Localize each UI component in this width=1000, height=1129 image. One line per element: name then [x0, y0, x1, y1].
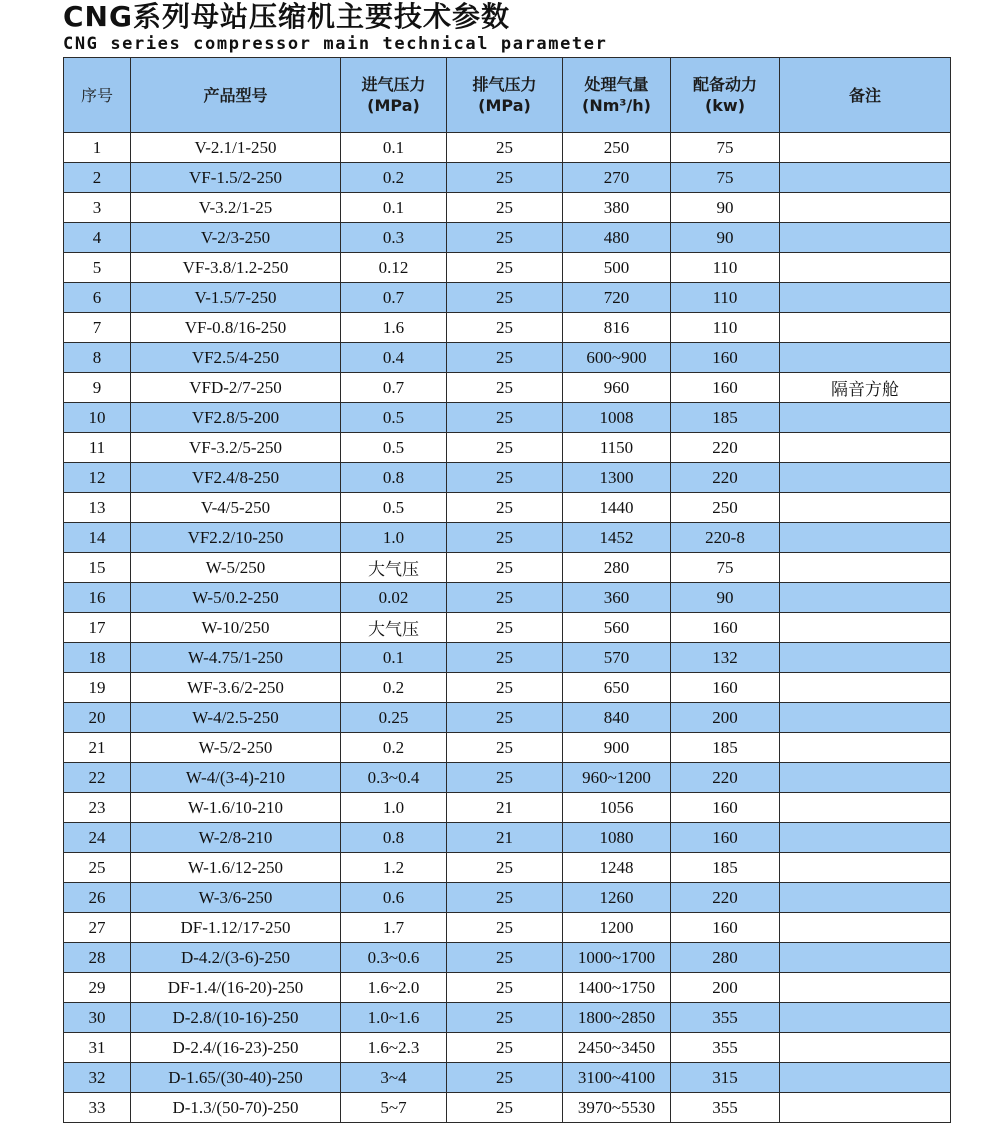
cell-flow: 720 — [563, 283, 671, 313]
cell-inlet-pressure: 0.3~0.4 — [341, 763, 447, 793]
cell-flow: 650 — [563, 673, 671, 703]
cell-remark — [780, 193, 951, 223]
cell-model: VF2.8/5-200 — [131, 403, 341, 433]
cell-flow: 1300 — [563, 463, 671, 493]
cell-inlet-pressure: 0.1 — [341, 133, 447, 163]
cell-no: 11 — [64, 433, 131, 463]
cell-remark — [780, 643, 951, 673]
cell-inlet-pressure: 0.2 — [341, 733, 447, 763]
cell-outlet-pressure: 25 — [447, 313, 563, 343]
table-row — [64, 343, 951, 373]
cell-model: W-5/250 — [131, 553, 341, 583]
cell-power: 185 — [671, 733, 780, 763]
cell-no: 3 — [64, 193, 131, 223]
cell-model: W-3/6-250 — [131, 883, 341, 913]
cell-flow: 1260 — [563, 883, 671, 913]
cell-outlet-pressure: 25 — [447, 733, 563, 763]
cell-no: 5 — [64, 253, 131, 283]
table-row — [64, 793, 951, 823]
table-row — [64, 763, 951, 793]
cell-remark — [780, 313, 951, 343]
cell-outlet-pressure: 25 — [447, 133, 563, 163]
cell-power: 160 — [671, 823, 780, 853]
table-row — [64, 1063, 951, 1093]
cell-remark — [780, 733, 951, 763]
header-power-unit: (kw) — [704, 96, 746, 115]
cell-power: 220-8 — [671, 523, 780, 553]
table-row — [64, 943, 951, 973]
header-inlet-pressure — [341, 58, 447, 133]
cell-remark — [780, 853, 951, 883]
cell-remark — [780, 493, 951, 523]
table-row — [64, 133, 951, 163]
cell-power: 90 — [671, 583, 780, 613]
cell-outlet-pressure: 25 — [447, 403, 563, 433]
cell-inlet-pressure: 1.0 — [341, 523, 447, 553]
cell-remark — [780, 223, 951, 253]
table-row — [64, 163, 951, 193]
cell-power: 160 — [671, 673, 780, 703]
cell-inlet-pressure: 0.1 — [341, 193, 447, 223]
cell-inlet-pressure: 1.0~1.6 — [341, 1003, 447, 1033]
cell-remark — [780, 673, 951, 703]
cell-inlet-pressure: 0.3~0.6 — [341, 943, 447, 973]
cell-power: 220 — [671, 463, 780, 493]
cell-power: 355 — [671, 1093, 780, 1123]
cell-model: W-4/(3-4)-210 — [131, 763, 341, 793]
cell-remark — [780, 613, 951, 643]
cell-no: 21 — [64, 733, 131, 763]
cell-outlet-pressure: 25 — [447, 283, 563, 313]
cell-outlet-pressure: 25 — [447, 973, 563, 1003]
cell-outlet-pressure: 25 — [447, 913, 563, 943]
cell-outlet-pressure: 25 — [447, 643, 563, 673]
header-flow-unit: (Nm³/h) — [582, 96, 651, 115]
cell-flow: 600~900 — [563, 343, 671, 373]
cell-model: V-1.5/7-250 — [131, 283, 341, 313]
cell-model: VF-3.2/5-250 — [131, 433, 341, 463]
cell-outlet-pressure: 25 — [447, 1093, 563, 1123]
cell-flow: 1000~1700 — [563, 943, 671, 973]
cell-power: 90 — [671, 193, 780, 223]
table-row — [64, 583, 951, 613]
cell-remark — [780, 763, 951, 793]
cell-inlet-pressure: 0.3 — [341, 223, 447, 253]
table-row — [64, 223, 951, 253]
cell-model: D-2.4/(16-23)-250 — [131, 1033, 341, 1063]
cell-inlet-pressure: 0.5 — [341, 493, 447, 523]
cell-flow: 1800~2850 — [563, 1003, 671, 1033]
cell-inlet-pressure: 0.5 — [341, 403, 447, 433]
table-row — [64, 1033, 951, 1063]
cell-model: V-3.2/1-25 — [131, 193, 341, 223]
cell-no: 31 — [64, 1033, 131, 1063]
cell-flow: 380 — [563, 193, 671, 223]
cell-power: 200 — [671, 703, 780, 733]
cell-flow: 960~1200 — [563, 763, 671, 793]
cell-no: 9 — [64, 373, 131, 403]
table-row — [64, 553, 951, 583]
cell-power: 160 — [671, 343, 780, 373]
cell-power: 160 — [671, 793, 780, 823]
cell-no: 22 — [64, 763, 131, 793]
cell-remark — [780, 163, 951, 193]
cell-model: VF2.5/4-250 — [131, 343, 341, 373]
cell-inlet-pressure: 0.25 — [341, 703, 447, 733]
cell-power: 75 — [671, 163, 780, 193]
table-body — [64, 133, 951, 1123]
cell-remark — [780, 913, 951, 943]
table-row — [64, 973, 951, 1003]
cell-outlet-pressure: 25 — [447, 163, 563, 193]
cell-power: 160 — [671, 373, 780, 403]
header-power — [671, 58, 780, 133]
cell-model: W-1.6/10-210 — [131, 793, 341, 823]
cell-model: VF-3.8/1.2-250 — [131, 253, 341, 283]
cell-inlet-pressure: 1.6~2.3 — [341, 1033, 447, 1063]
cell-no: 6 — [64, 283, 131, 313]
table-row — [64, 463, 951, 493]
cell-no: 32 — [64, 1063, 131, 1093]
cell-outlet-pressure: 25 — [447, 253, 563, 283]
table-row — [64, 433, 951, 463]
cell-inlet-pressure: 0.02 — [341, 583, 447, 613]
cell-outlet-pressure: 21 — [447, 793, 563, 823]
cell-flow: 280 — [563, 553, 671, 583]
cell-model: VF2.4/8-250 — [131, 463, 341, 493]
cell-outlet-pressure: 25 — [447, 1033, 563, 1063]
cell-inlet-pressure: 0.8 — [341, 463, 447, 493]
cell-flow: 1248 — [563, 853, 671, 883]
cell-model: VF-1.5/2-250 — [131, 163, 341, 193]
cell-remark — [780, 583, 951, 613]
cell-flow: 500 — [563, 253, 671, 283]
cell-outlet-pressure: 25 — [447, 943, 563, 973]
header-inlet-pressure-label: 进气压力 — [361, 75, 426, 94]
cell-power: 185 — [671, 853, 780, 883]
header-outlet-pressure-label: 排气压力 — [472, 75, 537, 94]
table-row — [64, 613, 951, 643]
cell-flow: 360 — [563, 583, 671, 613]
cell-model: D-1.65/(30-40)-250 — [131, 1063, 341, 1093]
table-row — [64, 733, 951, 763]
header-power-label: 配备动力 — [692, 75, 757, 94]
table-row — [64, 193, 951, 223]
cell-power: 75 — [671, 133, 780, 163]
cell-power: 200 — [671, 973, 780, 1003]
cell-inlet-pressure: 0.4 — [341, 343, 447, 373]
cell-outlet-pressure: 25 — [447, 343, 563, 373]
cell-model: DF-1.12/17-250 — [131, 913, 341, 943]
cell-model: DF-1.4/(16-20)-250 — [131, 973, 341, 1003]
cell-model: VFD-2/7-250 — [131, 373, 341, 403]
cell-model: D-1.3/(50-70)-250 — [131, 1093, 341, 1123]
cell-model: W-1.6/12-250 — [131, 853, 341, 883]
cell-outlet-pressure: 25 — [447, 703, 563, 733]
cell-remark — [780, 883, 951, 913]
cell-outlet-pressure: 25 — [447, 433, 563, 463]
cell-remark — [780, 253, 951, 283]
table-row — [64, 403, 951, 433]
cell-inlet-pressure: 0.1 — [341, 643, 447, 673]
cell-power: 110 — [671, 283, 780, 313]
cell-inlet-pressure: 0.2 — [341, 163, 447, 193]
cell-remark — [780, 973, 951, 1003]
cell-inlet-pressure: 0.7 — [341, 283, 447, 313]
cell-flow: 250 — [563, 133, 671, 163]
cell-no: 24 — [64, 823, 131, 853]
cell-flow: 1440 — [563, 493, 671, 523]
cell-power: 280 — [671, 943, 780, 973]
cell-remark — [780, 793, 951, 823]
table-row — [64, 283, 951, 313]
cell-remark — [780, 283, 951, 313]
table-row — [64, 253, 951, 283]
cell-flow: 1080 — [563, 823, 671, 853]
cell-outlet-pressure: 25 — [447, 493, 563, 523]
cell-outlet-pressure: 25 — [447, 553, 563, 583]
cell-outlet-pressure: 25 — [447, 613, 563, 643]
header-remark: 备注 — [780, 58, 951, 133]
cell-flow: 2450~3450 — [563, 1033, 671, 1063]
cell-model: W-10/250 — [131, 613, 341, 643]
cell-no: 16 — [64, 583, 131, 613]
cell-inlet-pressure: 大气压 — [341, 613, 447, 643]
cell-remark — [780, 403, 951, 433]
cell-outlet-pressure: 25 — [447, 673, 563, 703]
cell-no: 7 — [64, 313, 131, 343]
cell-outlet-pressure: 25 — [447, 463, 563, 493]
cell-inlet-pressure: 0.6 — [341, 883, 447, 913]
table-row — [64, 523, 951, 553]
cell-model: W-5/0.2-250 — [131, 583, 341, 613]
cell-no: 17 — [64, 613, 131, 643]
cell-power: 75 — [671, 553, 780, 583]
cell-no: 14 — [64, 523, 131, 553]
header-outlet-pressure — [447, 58, 563, 133]
cell-model: V-2.1/1-250 — [131, 133, 341, 163]
header-flow — [563, 58, 671, 133]
cell-inlet-pressure: 0.12 — [341, 253, 447, 283]
cell-flow: 1056 — [563, 793, 671, 823]
cell-no: 33 — [64, 1093, 131, 1123]
cell-outlet-pressure: 25 — [447, 373, 563, 403]
cell-no: 28 — [64, 943, 131, 973]
cell-inlet-pressure: 0.8 — [341, 823, 447, 853]
cell-flow: 816 — [563, 313, 671, 343]
cell-flow: 900 — [563, 733, 671, 763]
cell-no: 25 — [64, 853, 131, 883]
cell-outlet-pressure: 25 — [447, 193, 563, 223]
cell-no: 26 — [64, 883, 131, 913]
table-row — [64, 313, 951, 343]
cell-model: V-4/5-250 — [131, 493, 341, 523]
header-inlet-pressure-unit: (MPa) — [367, 96, 420, 115]
cell-remark — [780, 553, 951, 583]
cell-remark — [780, 1003, 951, 1033]
table-row — [64, 883, 951, 913]
cell-no: 1 — [64, 133, 131, 163]
cell-inlet-pressure: 1.0 — [341, 793, 447, 823]
cell-flow: 840 — [563, 703, 671, 733]
cell-no: 18 — [64, 643, 131, 673]
cell-no: 2 — [64, 163, 131, 193]
cell-flow: 960 — [563, 373, 671, 403]
cell-model: W-5/2-250 — [131, 733, 341, 763]
cell-power: 160 — [671, 913, 780, 943]
cell-remark — [780, 1033, 951, 1063]
header-flow-label: 处理气量 — [584, 75, 649, 94]
header-model: 产品型号 — [131, 58, 341, 133]
cell-inlet-pressure: 1.6~2.0 — [341, 973, 447, 1003]
cell-remark — [780, 463, 951, 493]
cell-power: 220 — [671, 883, 780, 913]
cell-inlet-pressure: 大气压 — [341, 553, 447, 583]
cell-remark — [780, 523, 951, 553]
cell-power: 132 — [671, 643, 780, 673]
cell-no: 29 — [64, 973, 131, 1003]
table-row — [64, 853, 951, 883]
table-row — [64, 703, 951, 733]
cell-inlet-pressure: 0.5 — [341, 433, 447, 463]
cell-outlet-pressure: 25 — [447, 853, 563, 883]
cell-inlet-pressure: 1.7 — [341, 913, 447, 943]
cell-flow: 1008 — [563, 403, 671, 433]
table-row — [64, 673, 951, 703]
cell-flow: 480 — [563, 223, 671, 253]
cell-flow: 1150 — [563, 433, 671, 463]
cell-no: 19 — [64, 673, 131, 703]
cell-no: 13 — [64, 493, 131, 523]
cell-power: 220 — [671, 433, 780, 463]
cell-model: WF-3.6/2-250 — [131, 673, 341, 703]
cell-power: 315 — [671, 1063, 780, 1093]
cell-flow: 570 — [563, 643, 671, 673]
cell-inlet-pressure: 0.2 — [341, 673, 447, 703]
cell-power: 250 — [671, 493, 780, 523]
cell-outlet-pressure: 25 — [447, 883, 563, 913]
cell-flow: 270 — [563, 163, 671, 193]
cell-outlet-pressure: 25 — [447, 523, 563, 553]
cell-flow: 1452 — [563, 523, 671, 553]
table-row — [64, 373, 951, 403]
page-subtitle: CNG series compressor main technical parameter — [63, 34, 608, 54]
table-header-row — [64, 58, 951, 133]
cell-outlet-pressure: 25 — [447, 223, 563, 253]
cell-no: 10 — [64, 403, 131, 433]
cell-power: 110 — [671, 253, 780, 283]
cell-no: 30 — [64, 1003, 131, 1033]
cell-no: 12 — [64, 463, 131, 493]
cell-power: 110 — [671, 313, 780, 343]
cell-power: 355 — [671, 1033, 780, 1063]
cell-remark — [780, 133, 951, 163]
cell-remark — [780, 703, 951, 733]
cell-no: 15 — [64, 553, 131, 583]
cell-model: D-2.8/(10-16)-250 — [131, 1003, 341, 1033]
table-row — [64, 643, 951, 673]
cell-model: W-2/8-210 — [131, 823, 341, 853]
cell-flow: 560 — [563, 613, 671, 643]
header-outlet-pressure-unit: (MPa) — [478, 96, 531, 115]
cell-outlet-pressure: 25 — [447, 1063, 563, 1093]
table-row — [64, 1093, 951, 1123]
cell-no: 23 — [64, 793, 131, 823]
table-row — [64, 913, 951, 943]
cell-power: 355 — [671, 1003, 780, 1033]
cell-no: 20 — [64, 703, 131, 733]
cell-inlet-pressure: 1.6 — [341, 313, 447, 343]
cell-power: 160 — [671, 613, 780, 643]
cell-remark: 隔音方舱 — [780, 373, 951, 403]
cell-model: VF2.2/10-250 — [131, 523, 341, 553]
cell-outlet-pressure: 25 — [447, 583, 563, 613]
cell-power: 185 — [671, 403, 780, 433]
cell-model: VF-0.8/16-250 — [131, 313, 341, 343]
cell-flow: 1200 — [563, 913, 671, 943]
cell-no: 8 — [64, 343, 131, 373]
table-row — [64, 1003, 951, 1033]
cell-model: W-4/2.5-250 — [131, 703, 341, 733]
cell-remark — [780, 433, 951, 463]
table-row — [64, 823, 951, 853]
cell-no: 4 — [64, 223, 131, 253]
cell-outlet-pressure: 25 — [447, 1003, 563, 1033]
cell-remark — [780, 823, 951, 853]
cell-remark — [780, 343, 951, 373]
cell-power: 90 — [671, 223, 780, 253]
cell-inlet-pressure: 5~7 — [341, 1093, 447, 1123]
page-title: CNG系列母站压缩机主要技术参数 — [63, 0, 510, 33]
cell-flow: 3100~4100 — [563, 1063, 671, 1093]
cell-remark — [780, 1063, 951, 1093]
cell-model: D-4.2/(3-6)-250 — [131, 943, 341, 973]
cell-power: 220 — [671, 763, 780, 793]
table-row — [64, 493, 951, 523]
header-no: 序号 — [64, 58, 131, 133]
parameter-table — [63, 57, 951, 1123]
cell-outlet-pressure: 21 — [447, 823, 563, 853]
cell-inlet-pressure: 3~4 — [341, 1063, 447, 1093]
cell-outlet-pressure: 25 — [447, 763, 563, 793]
cell-flow: 1400~1750 — [563, 973, 671, 1003]
cell-flow: 3970~5530 — [563, 1093, 671, 1123]
cell-no: 27 — [64, 913, 131, 943]
cell-inlet-pressure: 0.7 — [341, 373, 447, 403]
cell-remark — [780, 1093, 951, 1123]
cell-inlet-pressure: 1.2 — [341, 853, 447, 883]
cell-remark — [780, 943, 951, 973]
cell-model: W-4.75/1-250 — [131, 643, 341, 673]
cell-model: V-2/3-250 — [131, 223, 341, 253]
